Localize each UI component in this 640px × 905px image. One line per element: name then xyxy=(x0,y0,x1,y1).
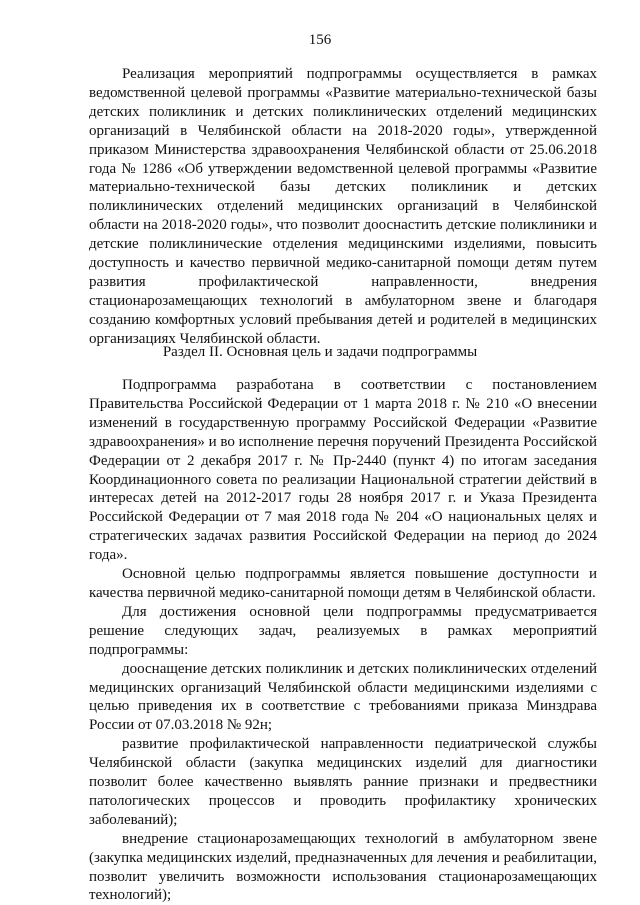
paragraph-basis: Подпрограмма разработана в соответствии с постановлением Правительства Российской Федерации от 1 марта 2018 г. № 210 «О внесении изменений в государственную программу Российской Федерации «Развитие здравоохранения» и во исполнение перечня поручений Президента Российской Федерации от 2 декабря 2017 г. № Пр-2440 (пункт 4) по итогам заседания Координационного совета по реализации Национальной стратегии действий в интересах детей на 2012-2017 годы 28 ноября 2017 г. и Указа Президента Российской Федерации от 7 мая 2018 года № 204 «О национальных целях и стратегических задачах развития Российской Федерации на период до 2024 года». xyxy=(89,377,597,564)
paragraph-task-equipment: дооснащение детских поликлиник и детских поликлинических отделений медицинских организаций Челябинской области медицинскими изделиями с целью приведения их в соответствие с требованиями приказа Минздрава России от 07.03.2018 № 92н; xyxy=(89,660,597,734)
paragraph-goal: Основной целью подпрограммы является повышение доступности и качества первичной медико-санитарной помощи детям в Челябинской области. xyxy=(89,566,597,601)
paragraph-intro: Реализация мероприятий подпрограммы осуществляется в рамках ведомственной целевой программы «Развитие материально-технической базы детских поликлиник и детских поликлинических отделений медицинских организаций в Челябинской области на 2018-2020 годы», утвержденной приказом Министерства здравоохранения Челябинской области от 25.06.2018 года № 1286 «Об утверждении ведомственной целевой программы «Развитие материально-технической базы детских поликлиник и детских поликлинических отделений медицинских организаций в Челябинской области на 2018-2020 годы», что позволит дооснастить детские поликлиники и детские поликлинические отделения медицинскими изделиями, повысить доступность и качество первичной медико-санитарной помощи детям путем развития профилактической направленности, внедрения стационарозамещающих технологий в амбулаторном звене и благодаря созданию комфортных условий пребывания детей и родителей в медицинских организациях Челябинской области. xyxy=(89,66,597,347)
paragraph-task-technologies: внедрение стационарозамещающих технологий в амбулаторном звене (закупка медицинских изделий, предназначенных для лечения и реабилитации, позволит увеличить возможности использования стационарозамещающих технологий); xyxy=(89,830,597,904)
section-heading: Раздел II. Основная цель и задачи подпрограммы xyxy=(162,344,478,360)
paragraph-tasks-intro: Для достижения основной цели подпрограммы предусматривается решение следующих задач, реализуемых в рамках мероприятий подпрограммы: xyxy=(89,603,597,658)
intro-block xyxy=(89,65,597,349)
page-number: 156 xyxy=(308,32,332,48)
paragraph-task-prevention: развитие профилактической направленности педиатрической службы Челябинской области (закупка медицинских изделий для диагностики позволит более качественно выявлять ранние признаки и предвестники патологических процессов и проводить профилактику хронических заболеваний); xyxy=(89,736,597,828)
section-body xyxy=(89,376,597,905)
